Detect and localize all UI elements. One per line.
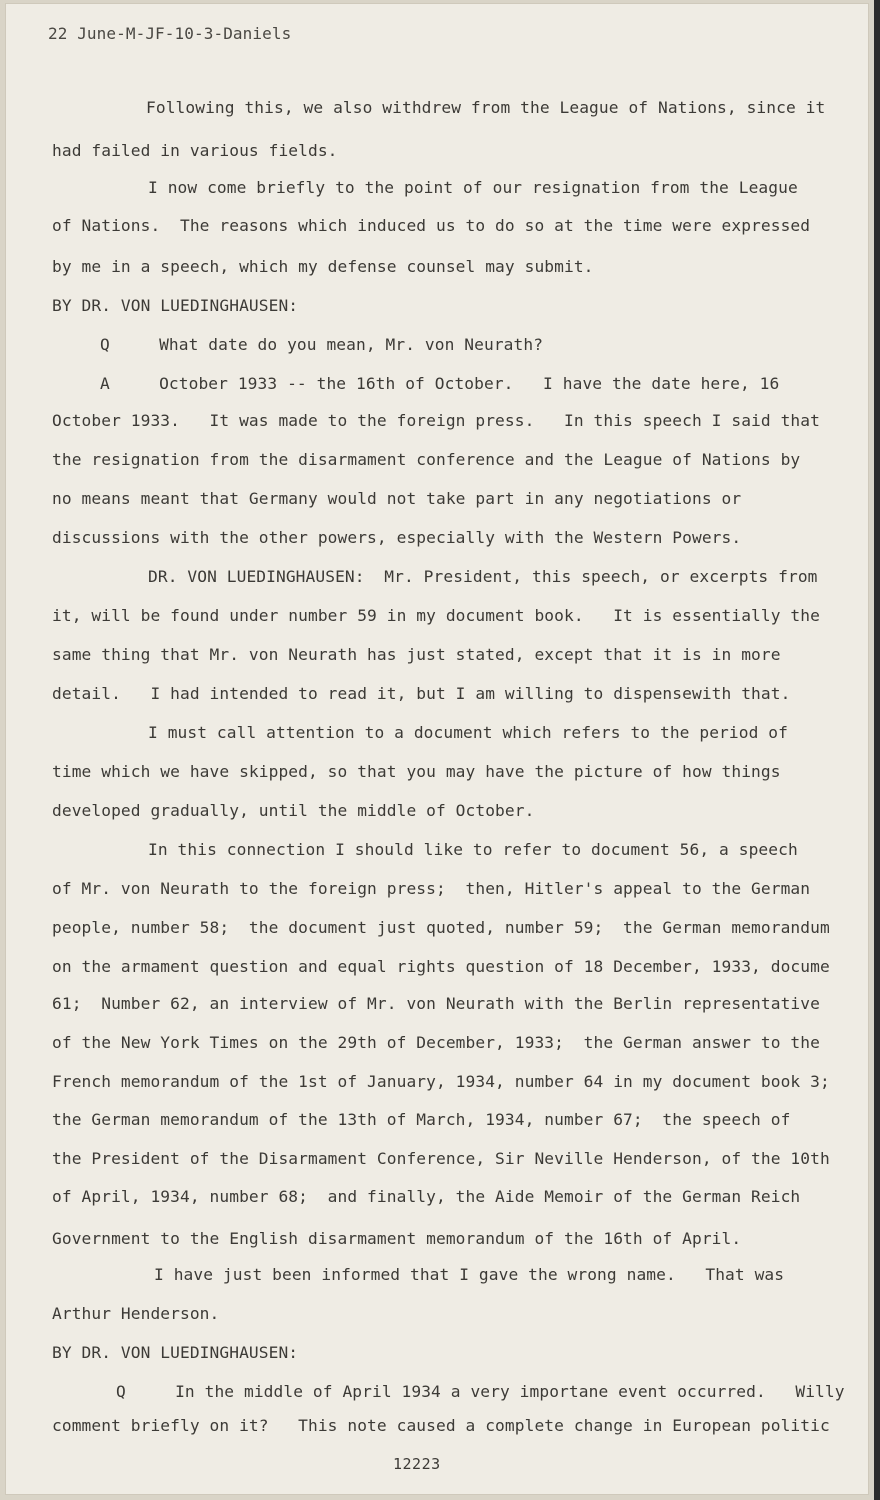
text-line: In this connection I should like to refer to document 56, a speech	[148, 840, 798, 859]
answer-line: A October 1933 -- the 16th of October. I have the date here, 16	[100, 374, 780, 393]
question-line: Q What date do you mean, Mr. von Neurath?	[100, 335, 544, 354]
document-page	[6, 4, 868, 1494]
text-line: time which we have skipped, so that you may have the picture of how things	[52, 762, 781, 781]
text-line: of Nations. The reasons which induced us to do so at the time were expressed	[52, 216, 811, 235]
text-line: DR. VON LUEDINGHAUSEN: Mr. President, this speech, or excerpts from	[148, 567, 818, 586]
text-line: the resignation from the disarmament conference and the League of Nations by	[52, 450, 801, 469]
text-line: the German memorandum of the 13th of March, 1934, number 67; the speech of	[52, 1110, 791, 1129]
text-line: of the New York Times on the 29th of December, 1933; the German answer to the	[52, 1033, 820, 1052]
page-header: 22 June-M-JF-10-3-Daniels	[48, 24, 292, 43]
page-number: 12223	[393, 1455, 441, 1473]
text-line: it, will be found under number 59 in my document book. It is essentially the	[52, 606, 820, 625]
text-line: French memorandum of the 1st of January, 1934, number 64 in my document book 3;	[52, 1072, 830, 1091]
text-line: of Mr. von Neurath to the foreign press; then, Hitler's appeal to the German	[52, 879, 811, 898]
text-line: Arthur Henderson.	[52, 1304, 220, 1323]
speaker-heading: BY DR. VON LUEDINGHAUSEN:	[52, 1343, 299, 1362]
text-line: no means meant that Germany would not take part in any negotiations or	[52, 489, 742, 508]
text-line: same thing that Mr. von Neurath has just stated, except that it is in more	[52, 645, 781, 664]
scan-edge	[874, 0, 880, 1500]
text-line: people, number 58; the document just quoted, number 59; the German memorandum	[52, 918, 830, 937]
text-line: Following this, we also withdrew from the League of Nations, since it	[146, 98, 826, 117]
text-line: comment briefly on it? This note caused a complete change in European politic	[52, 1416, 830, 1435]
text-line: had failed in various fields.	[52, 141, 338, 160]
text-line: I must call attention to a document which refers to the period of	[148, 723, 788, 742]
text-line: I have just been informed that I gave the wrong name. That was	[154, 1265, 785, 1284]
text-line: of April, 1934, number 68; and finally, the Aide Memoir of the German Reich	[52, 1187, 801, 1206]
text-line: the President of the Disarmament Conference, Sir Neville Henderson, of the 10th	[52, 1149, 830, 1168]
text-line: Government to the English disarmament memorandum of the 16th of April.	[52, 1229, 742, 1248]
text-line: 61; Number 62, an interview of Mr. von Neurath with the Berlin representative	[52, 994, 820, 1013]
text-line: detail. I had intended to read it, but I am willing to dispensewith that.	[52, 684, 791, 703]
text-line: by me in a speech, which my defense counsel may submit.	[52, 257, 594, 276]
question-line: Q In the middle of April 1934 a very importane event occurred. Willy	[116, 1382, 845, 1401]
text-line: October 1933. It was made to the foreign press. In this speech I said that	[52, 411, 820, 430]
text-line: developed gradually, until the middle of October.	[52, 801, 535, 820]
speaker-heading: BY DR. VON LUEDINGHAUSEN:	[52, 296, 299, 315]
text-line: I now come briefly to the point of our resignation from the League	[148, 178, 798, 197]
text-line: discussions with the other powers, especially with the Western Powers.	[52, 528, 742, 547]
text-line: on the armament question and equal rights question of 18 December, 1933, docume	[52, 957, 830, 976]
